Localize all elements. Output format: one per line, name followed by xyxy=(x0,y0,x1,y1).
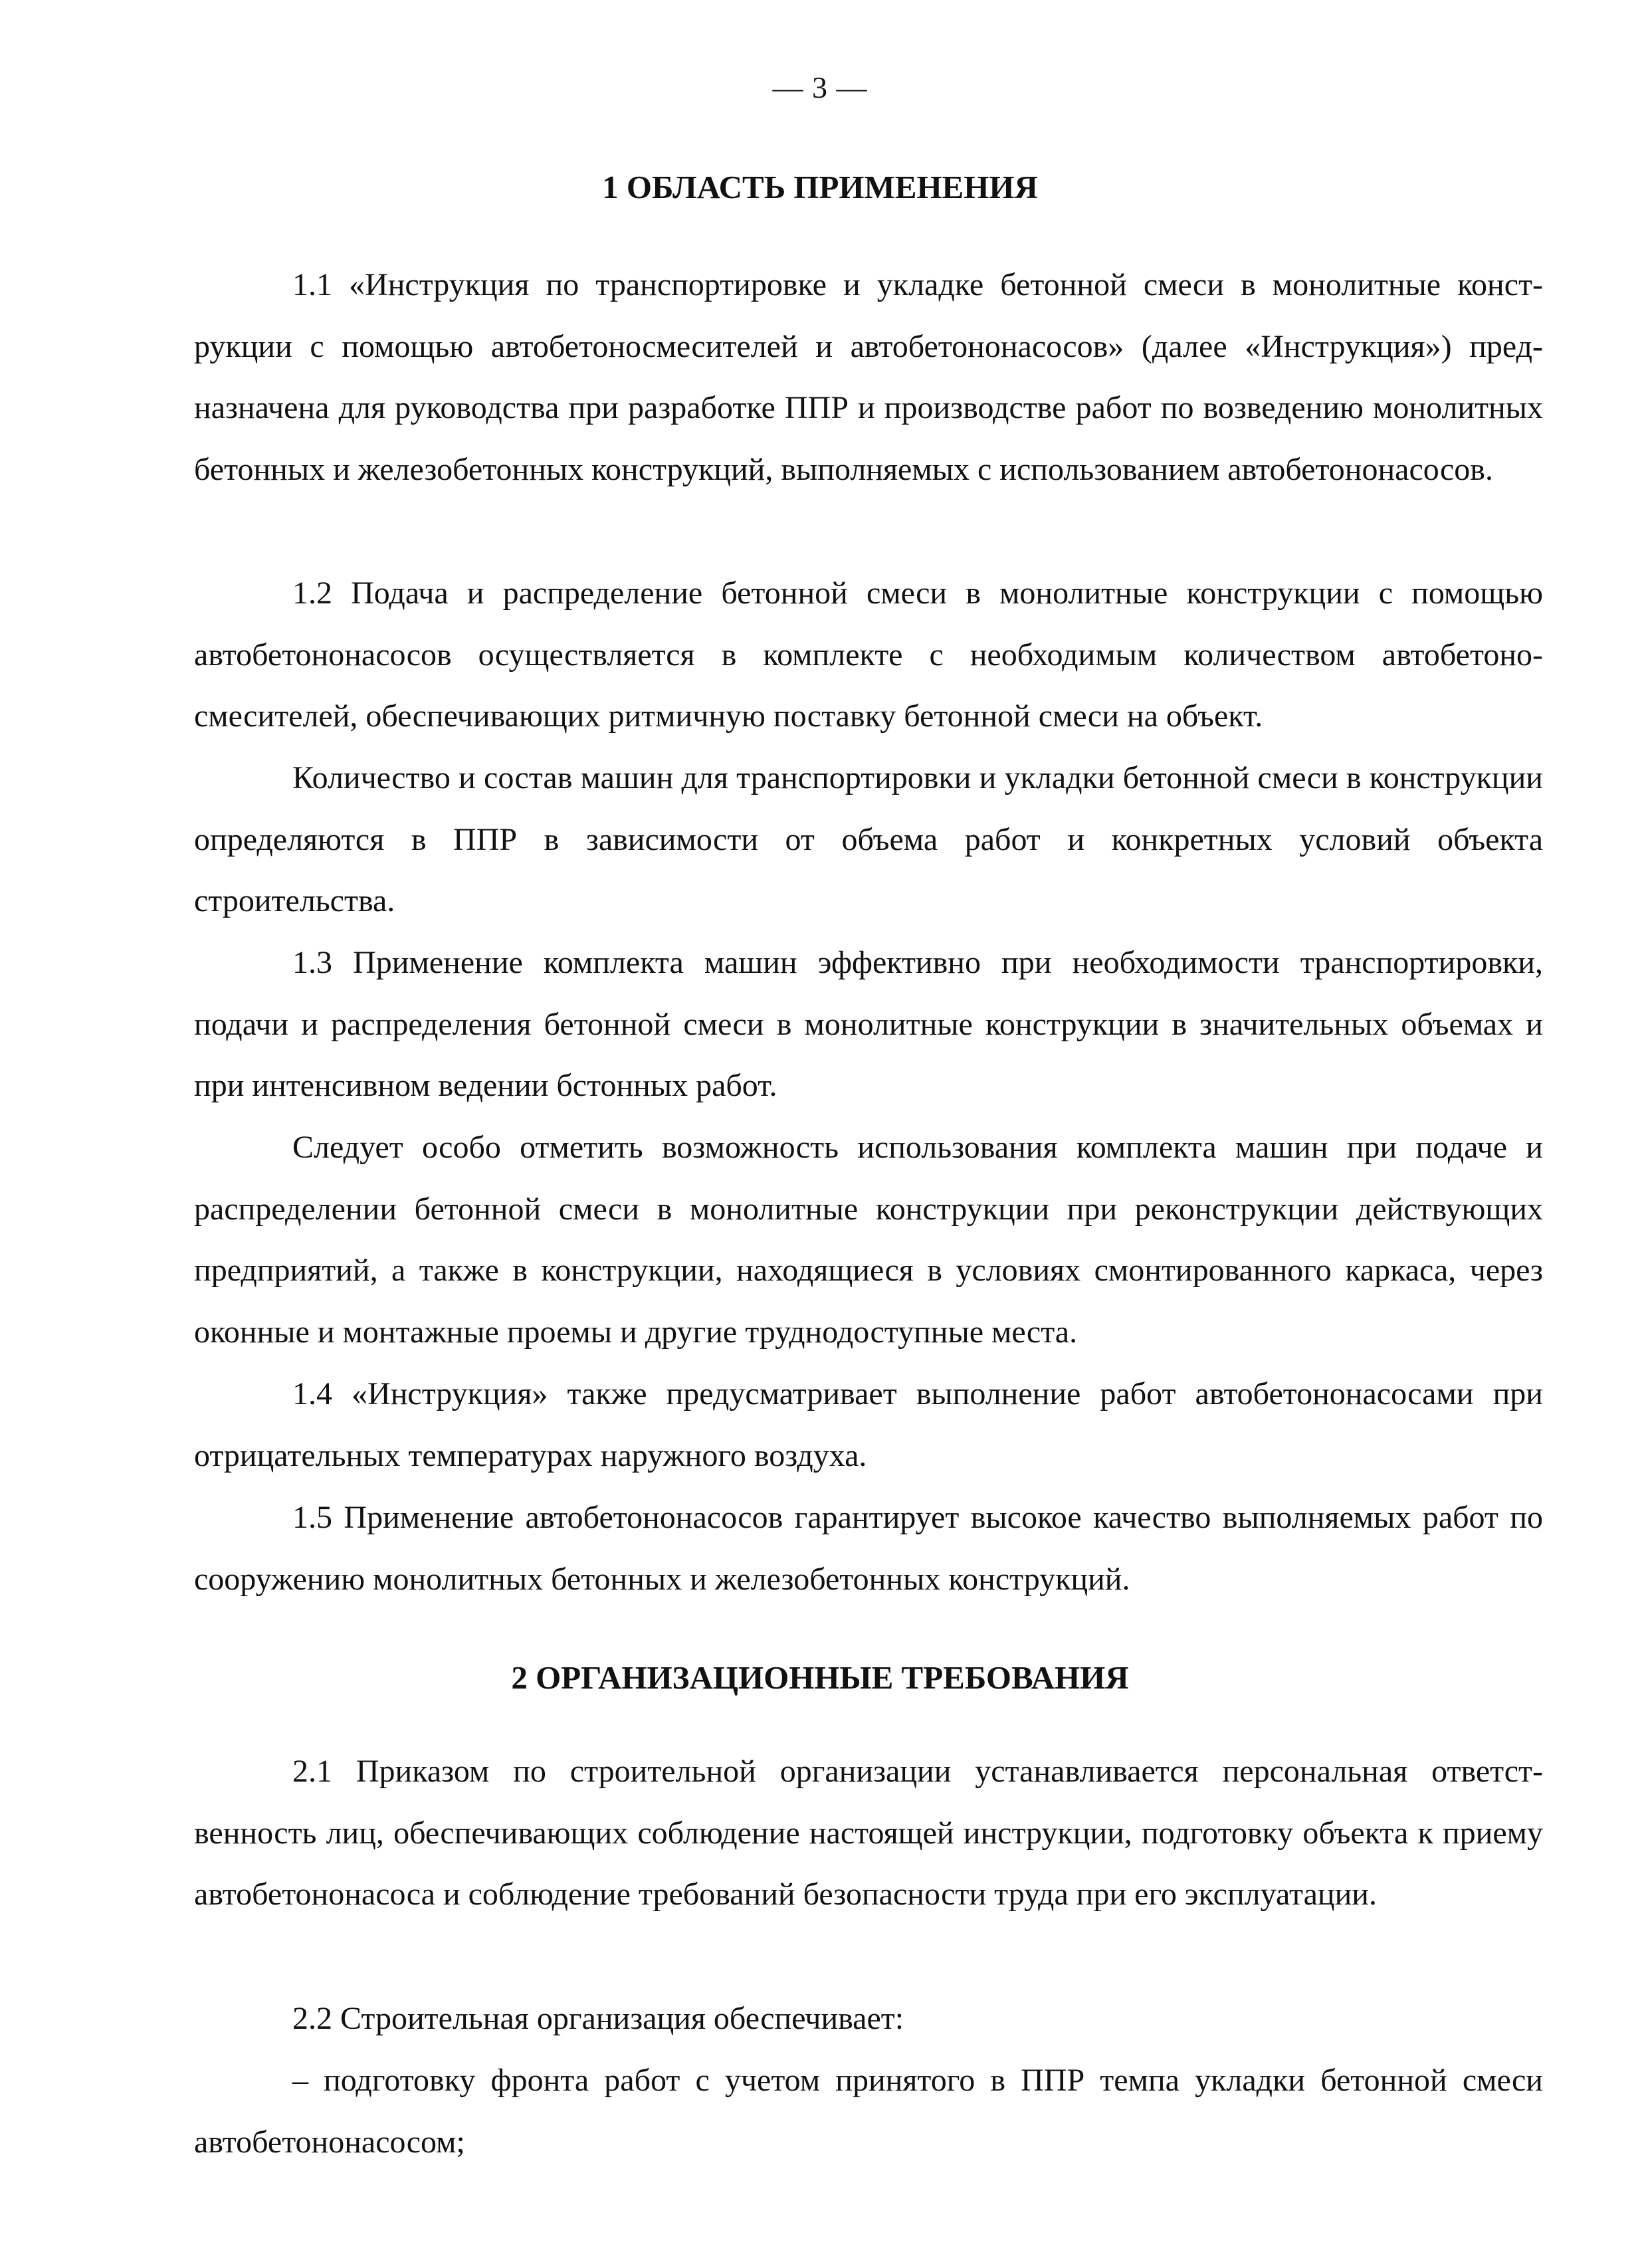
paragraph-2-1: 2.1 Приказом по строительной организации устанавливается персональная ответственность лиц, обеспечивающих соблюдение настоящей инструкции, подготовку объекта к приему автобетононасоса и соблюдение требований безопасности труда при его эксплуатации. xyxy=(194,1754,1543,1912)
list-item-1: – подготовку фронта работ с учетом принятого в ППР темпа укладки бетонной смеси автобетононасосом; xyxy=(194,2063,1543,2160)
paragraph-1-2-continued: Количество и состав машин для транспортировки и укладки бетонной смеси в конструкции определяются в ППР в зависимости от объема работ и конкретных условий объекта строительства. xyxy=(194,760,1543,918)
paragraph-1-3: 1.3 Применение комплекта машин эффективно при необходимости транспортировки, подачи и распределения бетонной смеси в монолитные конструкции в значительных объемах и при интенсивном ведении бстонных работ. xyxy=(194,945,1543,1103)
paragraph-1-2: 1.2 Подача и распределение бетонной смеси в монолитные конструкции с помощью автобетононасосов осуществляется в комплекте с необходимым количеством автобетоносмесителей, обеспечивающих ритмичную поставку бетонной смеси на объект. xyxy=(194,575,1543,734)
paragraph-1-5: 1.5 Применение автобетононасосов гарантирует высокое качество выполняемых работ по сооружению монолитных бетонных и железобетонных конструкций. xyxy=(194,1500,1543,1597)
page-number: — 3 — xyxy=(772,70,868,104)
paragraph-1-4: 1.4 «Инструкция» также предусматривает выполнение работ автобетононасосами при отрицательных температурах наружного воздуха. xyxy=(194,1376,1543,1473)
section-1-heading: 1 ОБЛАСТЬ ПРИМЕНЕНИЯ xyxy=(602,169,1038,205)
section-2-heading: 2 ОРГАНИЗАЦИОННЫЕ ТРЕБОВАНИЯ xyxy=(511,1659,1129,1696)
paragraph-2-2: 2.2 Строительная организация обеспечивает: xyxy=(292,2001,904,2036)
paragraph-1-3-continued: Следует особо отметить возможность использования комплекта машин при подаче и распределении бетонной смеси в монолитные конструкции при реконструкции действующих предприятий, а также в конструкции, находящиеся в условиях смонтированного каркаса, через оконные и монтажные проемы и другие труднодоступные места. xyxy=(194,1130,1543,1350)
paragraph-1-1: 1.1 «Инструкция по транспортировке и укладке бетонной смеси в монолитные конструкции с помощью автобетоносмесителей и автобетононасосов» (далее «Инструкция») предназначена для руководства при разработке ППР и производстве работ по возведению монолитных бетонных и железобетонных конструкций, выполняемых с использованием автобетононасосов. xyxy=(194,267,1543,487)
